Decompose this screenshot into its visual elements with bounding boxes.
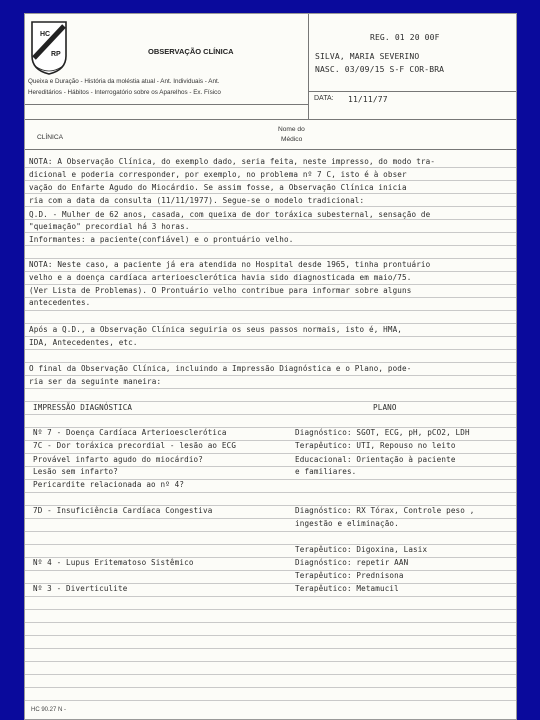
ruled-line	[25, 635, 517, 636]
diagnosis-item: 7D - Insuficiência Cardíaca Congestiva	[33, 506, 213, 515]
date-label: DATA:	[314, 95, 334, 102]
diagnosis-item: Nº 7 - Doença Cardíaca Arterioesclerótica	[33, 428, 227, 437]
text-line: "queimação" precordial há 3 horas.	[29, 222, 190, 231]
ruled-line	[25, 674, 517, 675]
clinical-form	[24, 13, 517, 720]
ruled-line	[25, 687, 517, 688]
ruled-line	[25, 492, 517, 493]
text-line: O final da Observação Clínica, incluindo a Impressão Diagnóstica e o Plano, pode-	[29, 364, 412, 373]
plan-item: Terapêutico: UTI, Repouso no leito	[295, 441, 456, 450]
nome-label: Nome do	[278, 126, 305, 133]
diagnosis-item: Lesão sem infarto?	[33, 467, 118, 476]
ruled-line	[25, 245, 517, 246]
diagnosis-item: Pericardite relacionada ao nº 4?	[33, 480, 185, 489]
date-value: 11/11/77	[348, 95, 388, 104]
plan-item: Educacional: Orientação à paciente	[295, 455, 456, 464]
ruled-line	[25, 700, 517, 701]
ruled-line	[25, 310, 517, 311]
ruled-line	[25, 232, 517, 233]
ruled-line	[25, 401, 517, 402]
plan-item: Diagnóstico: RX Tórax, Controle peso ,	[295, 506, 475, 515]
ruled-line	[25, 388, 517, 389]
logo-bottom-text: RP	[51, 51, 61, 58]
ruled-line	[25, 349, 517, 350]
ruled-line	[25, 661, 517, 662]
text-line: (Ver Lista de Problemas). O Prontuário velho contribue para informar sobre alguns	[29, 286, 412, 295]
clinica-label: CLÍNICA	[37, 134, 64, 141]
impressao-heading: IMPRESSÃO DIAGNÓSTICA	[33, 403, 133, 412]
form-subtitle-1: Queixa e Duração - História da moléstia atual - Ant. Individuais - Ant.	[28, 78, 220, 85]
ruled-line	[25, 375, 517, 376]
ruled-line	[25, 206, 517, 207]
ruled-line	[25, 362, 517, 363]
diagnosis-item: Nº 4 - Lupus Eritematoso Sistêmico	[33, 558, 194, 567]
hospital-logo	[29, 20, 69, 76]
text-line: ria ser da seguinte maneira:	[29, 377, 162, 386]
text-line: antecedentes.	[29, 298, 91, 307]
plan-item: Terapêutico: Digoxina, Lasix	[295, 545, 428, 554]
text-line: velho e a doença cardíaca arterioesclerótica havia sido diagnosticada em maio/75.	[29, 273, 412, 282]
ruled-line	[25, 453, 517, 454]
text-line: NOTA: A Observação Clínica, do exemplo dado, seria feita, neste impresso, do modo tra-	[29, 157, 436, 166]
ruled-line	[25, 414, 517, 415]
plan-item: Diagnóstico: repetir AAN	[295, 558, 409, 567]
plano-heading: PLANO	[373, 403, 397, 412]
plan-item: Terapêutico: Metamucil	[295, 584, 399, 593]
ruled-line	[25, 518, 517, 519]
ruled-line	[25, 180, 517, 181]
ruled-line	[25, 622, 517, 623]
ruled-line	[25, 193, 517, 194]
ruled-line	[25, 167, 517, 168]
plan-item: Terapêutico: Prednisona	[295, 571, 404, 580]
ruled-line	[25, 531, 517, 532]
text-line: Informantes: a paciente(confiável) e o prontuário velho.	[29, 235, 294, 244]
diagnosis-item: Nº 3 - Diverticulite	[33, 584, 128, 593]
ruled-line	[25, 570, 517, 571]
text-line: vação do Enfarte Agudo do Miocárdio. Se assim fosse, a Observação Clínica inicia	[29, 183, 407, 192]
form-code: HC 90.27 N -	[31, 707, 67, 713]
text-line: Após a Q.D., a Observação Clínica seguiria os seus passos normais, isto é, HMA,	[29, 325, 403, 334]
text-line: ria com a data da consulta (11/11/1977). Segue-se o modelo tradicional:	[29, 196, 365, 205]
text-line: Q.D. - Mulher de 62 anos, casada, com queixa de dor toráxica subesternal, sensação de	[29, 210, 431, 219]
plan-item: ingestão e eliminação.	[295, 519, 399, 528]
ruled-line	[25, 258, 517, 259]
form-subtitle-2: Hereditários - Hábitos - Interrogatório sobre os Aparelhos - Ex. Físico	[28, 89, 221, 96]
ruled-line	[25, 323, 517, 324]
diagnosis-item: Provável infarto agudo do miocárdio?	[33, 455, 203, 464]
plan-item: Diagnóstico: SGOT, ECG, pH, pCO2, LDH	[295, 428, 470, 437]
ruled-line	[25, 648, 517, 649]
form-title: OBSERVAÇÃO CLÍNICA	[148, 47, 234, 56]
logo-top-text: HC	[40, 31, 51, 38]
ruled-line	[25, 271, 517, 272]
registration-number: REG. 01 20 00F	[370, 33, 440, 42]
plan-item: e familiares.	[295, 467, 357, 476]
text-line: dicional e poderia corresponder, por exemplo, no problema nº 7 C, isto é à obser	[29, 170, 407, 179]
ruled-line	[25, 544, 517, 545]
patient-info: NASC. 03/09/15 S-F COR-BRA	[315, 65, 445, 74]
ruled-line	[25, 284, 517, 285]
medico-label: Médico	[281, 136, 303, 143]
ruled-line	[25, 596, 517, 597]
ruled-line	[25, 297, 517, 298]
patient-name: SILVA, MARIA SEVERINO	[315, 52, 420, 61]
ruled-line	[25, 219, 517, 220]
text-line: NOTA: Neste caso, a paciente já era atendida no Hospital desde 1965, tinha prontuário	[29, 260, 431, 269]
ruled-line	[25, 336, 517, 337]
text-line: IDA, Antecedentes, etc.	[29, 338, 138, 347]
diagnosis-item: 7C - Dor toráxica precordial - lesão ao ECG	[33, 441, 237, 450]
ruled-line	[25, 609, 517, 610]
